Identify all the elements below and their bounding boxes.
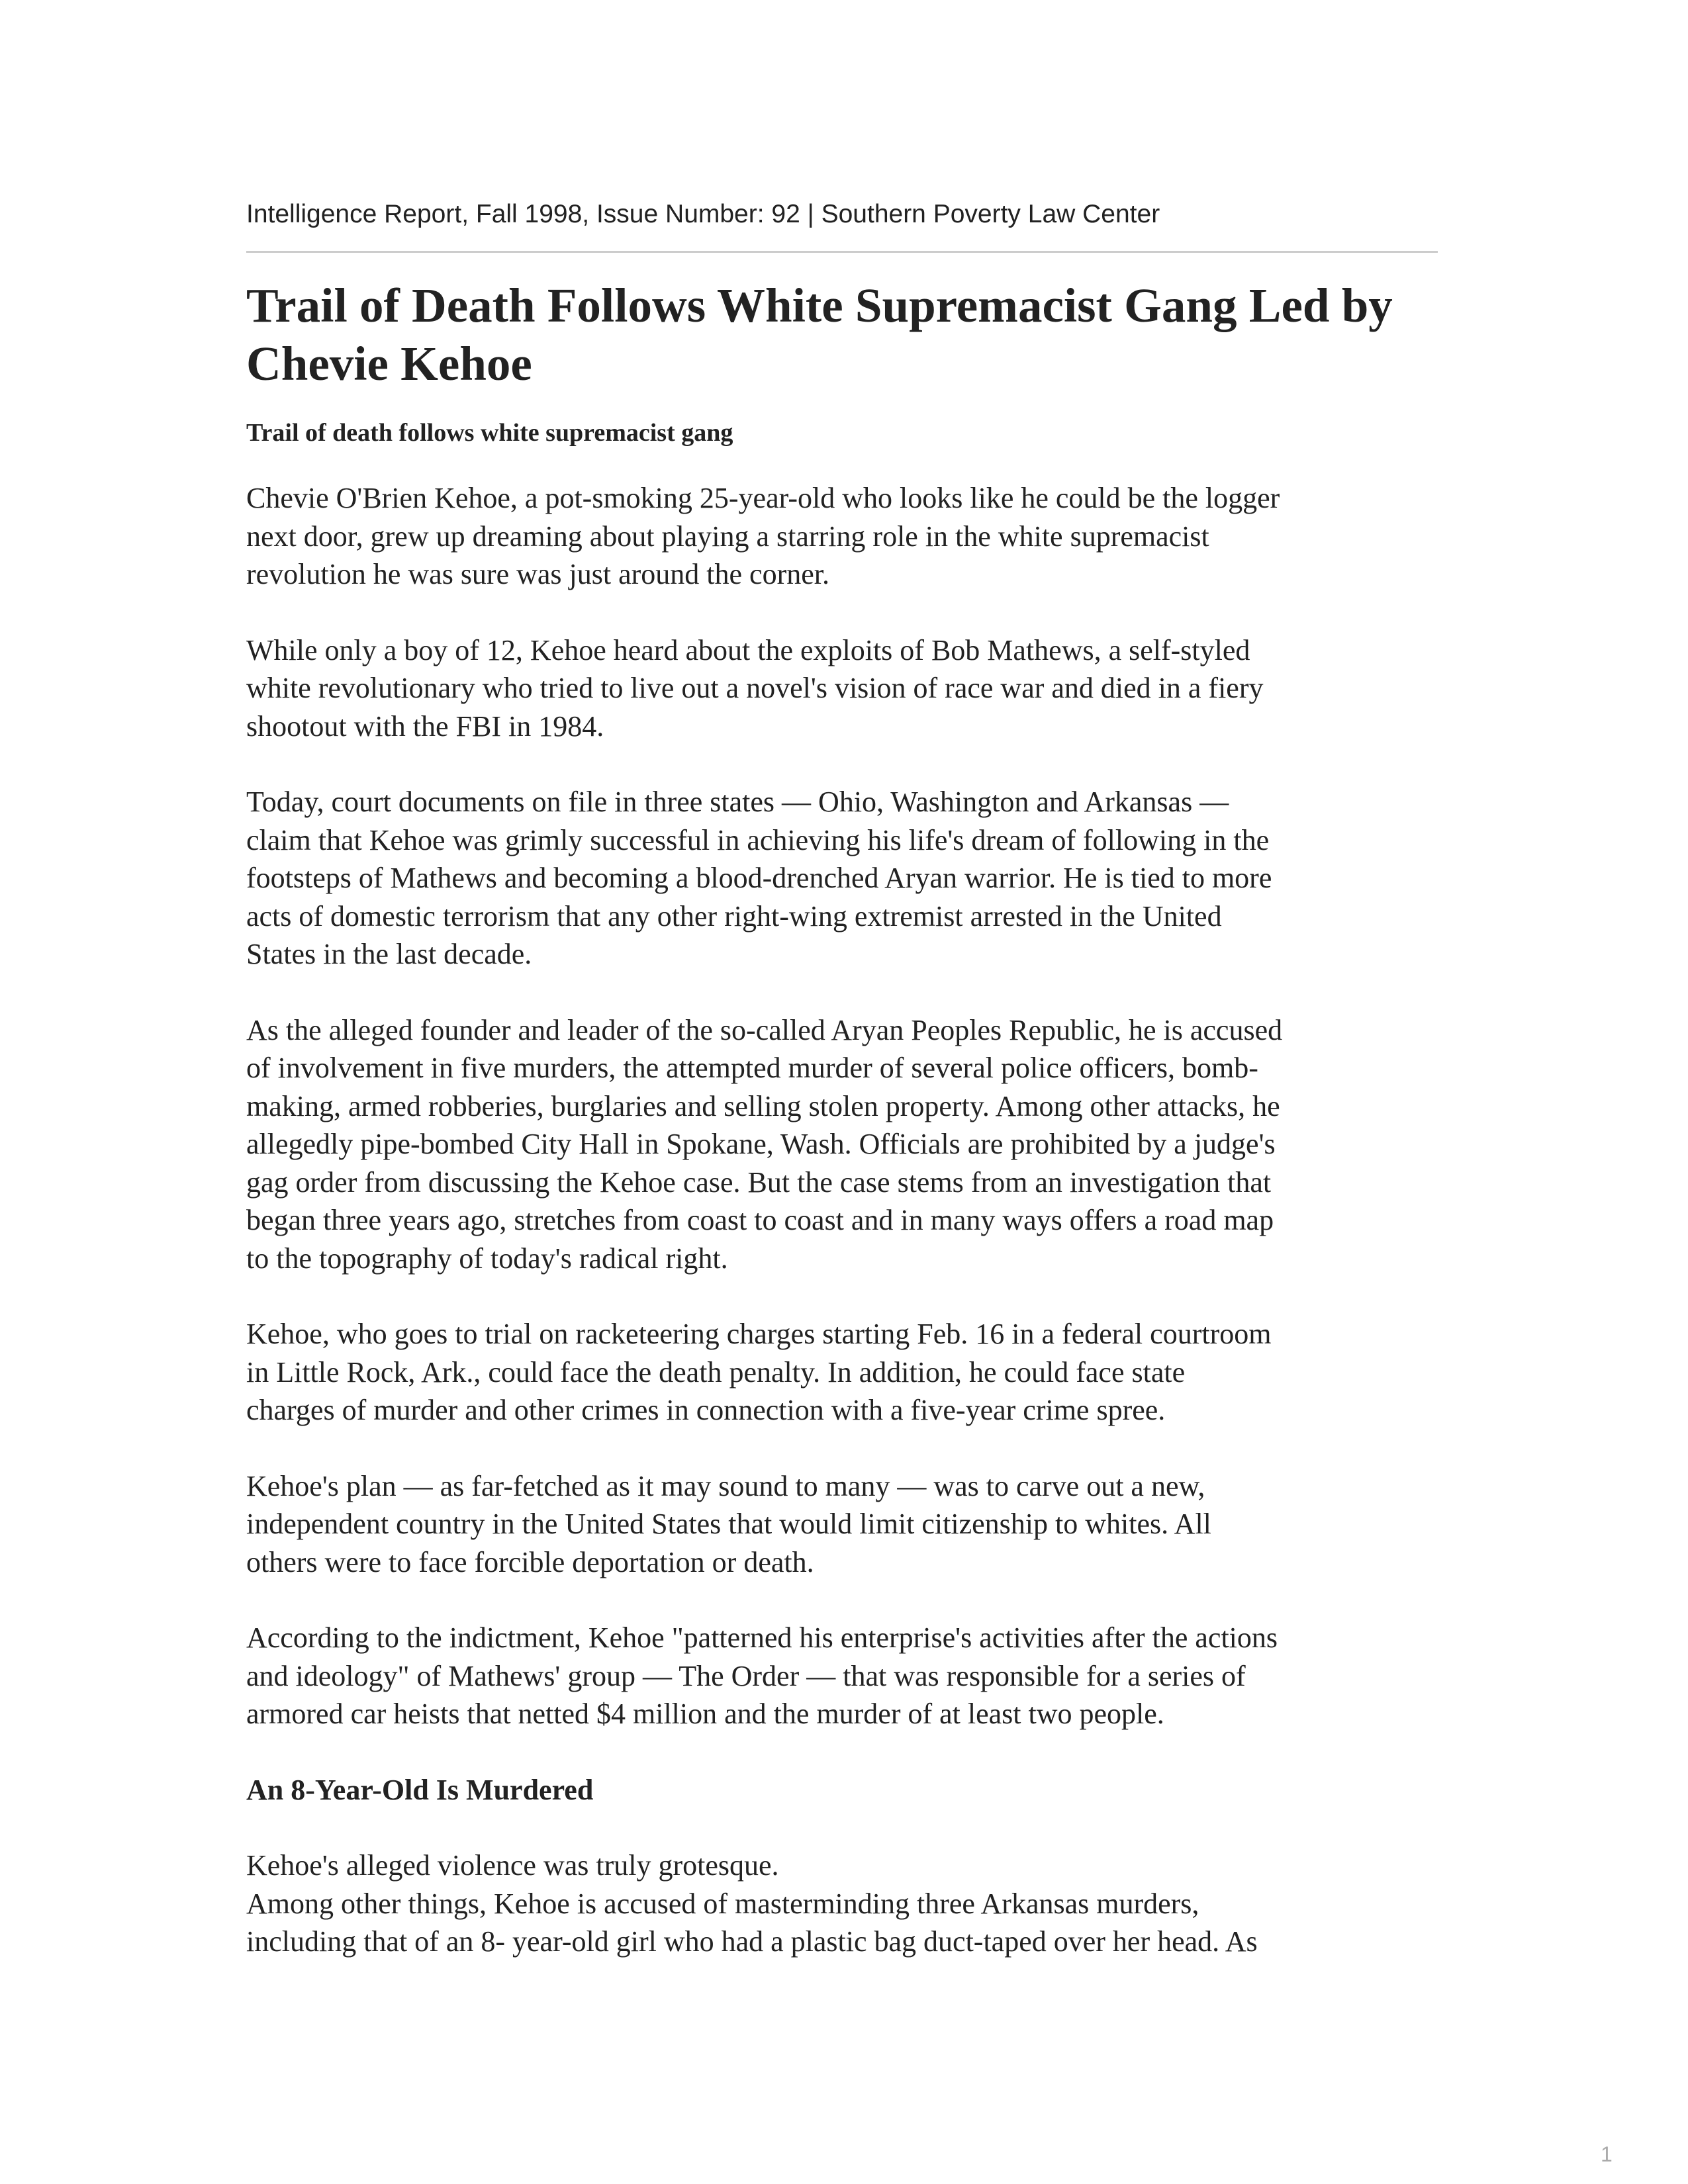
paragraph-line: and ideology" of Mathews' group — The Order — that was responsible for a series of — [246, 1659, 1246, 1692]
paragraph-line: allegedly pipe-bombed City Hall in Spokane, Wash. Officials are prohibited by a judge's — [246, 1128, 1276, 1160]
paragraph-line: making, armed robberies, burglaries and selling stolen property. Among other attacks, he — [246, 1089, 1280, 1122]
paragraph-4 — [246, 1011, 1438, 1278]
paragraph-line: acts of domestic terrorism that any other right-wing extremist arrested in the United — [246, 899, 1222, 933]
article-title: Trail of Death Follows White Supremacist Gang Led by Chevie Kehoe — [246, 279, 1393, 390]
paragraph-line: As the alleged founder and leader of the so-called Aryan Peoples Republic, he is accused — [246, 1013, 1283, 1046]
paragraph-line: began three years ago, stretches from coast to coast and in many ways offers a road map — [246, 1204, 1274, 1236]
section-heading: An 8-Year-Old Is Murdered — [246, 1773, 594, 1806]
page-number: 1 — [1601, 2142, 1613, 2166]
paragraph-line: of involvement in five murders, the attempted murder of several police officers, bomb- — [246, 1052, 1258, 1084]
paragraph-line: footsteps of Mathews and becoming a blood-drenched Aryan warrior. He is tied to more — [246, 862, 1272, 894]
paragraph-line: in Little Rock, Ark., could face the death penalty. In addition, he could face state — [246, 1355, 1186, 1388]
publication-header: Intelligence Report, Fall 1998, Issue Number: 92 | Southern Poverty Law Center — [246, 200, 1160, 228]
document-page — [246, 0, 1438, 2184]
paragraph-line: including that of an 8- year-old girl who had a plastic bag duct-taped over her head. As — [246, 1925, 1258, 1958]
paragraph-line: Kehoe's plan — as far-fetched as it may sound to many — was to carve out a new, — [246, 1469, 1205, 1502]
paragraph-line: States in the last decade. — [246, 938, 532, 970]
paragraph-5 — [246, 1315, 1438, 1430]
paragraph-line: Chevie O'Brien Kehoe, a pot-smoking 25-year-old who looks like he could be the logger — [246, 482, 1280, 514]
paragraph-line: next door, grew up dreaming about playing a starring role in the white supremacist — [246, 520, 1209, 553]
section-paragraph-1 — [246, 1846, 1438, 1961]
paragraph-6 — [246, 1467, 1438, 1582]
paragraph-1 — [246, 479, 1438, 594]
paragraph-line: According to the indictment, Kehoe "patterned his enterprise's activities after the actions — [246, 1621, 1278, 1654]
paragraph-line: armored car heists that netted $4 million and the murder of at least two people. — [246, 1698, 1164, 1730]
article-body — [246, 479, 1438, 1961]
paragraph-line: charges of murder and other crimes in connection with a five-year crime spree. — [246, 1394, 1166, 1426]
paragraph-line: Kehoe, who goes to trial on racketeering charges starting Feb. 16 in a federal courtroom — [246, 1318, 1272, 1350]
paragraph-line: others were to face forcible deportation or death. — [246, 1545, 814, 1578]
paragraph-3 — [246, 783, 1438, 974]
paragraph-line: revolution he was sure was just around the corner. — [246, 558, 829, 590]
paragraph-line: Kehoe's alleged violence was truly grotesque. — [246, 1849, 779, 1882]
paragraph-line: claim that Kehoe was grimly successful in achieving his life's dream of following in the — [246, 823, 1270, 856]
paragraph-line: Today, court documents on file in three states — Ohio, Washington and Arkansas — — [246, 786, 1229, 818]
paragraph-line: to the topography of today's radical right. — [246, 1242, 728, 1275]
paragraph-line: gag order from discussing the Kehoe case. But the case stems from an investigation that — [246, 1165, 1272, 1199]
paragraph-line: While only a boy of 12, Kehoe heard about the exploits of Bob Mathews, a self-styled — [246, 633, 1250, 666]
paragraph-line: independent country in the United States that would limit citizenship to whites. All — [246, 1508, 1211, 1540]
paragraph-line: Among other things, Kehoe is accused of masterminding three Arkansas murders, — [246, 1887, 1199, 1920]
article-subtitle: Trail of death follows white supremacist gang — [246, 419, 733, 447]
paragraph-2 — [246, 631, 1438, 746]
paragraph-line: white revolutionary who tried to live out a novel's vision of race war and died in a fiery — [246, 672, 1264, 704]
paragraph-7 — [246, 1619, 1438, 1733]
paragraph-line: shootout with the FBI in 1984. — [246, 709, 604, 743]
header-divider — [246, 251, 1438, 253]
